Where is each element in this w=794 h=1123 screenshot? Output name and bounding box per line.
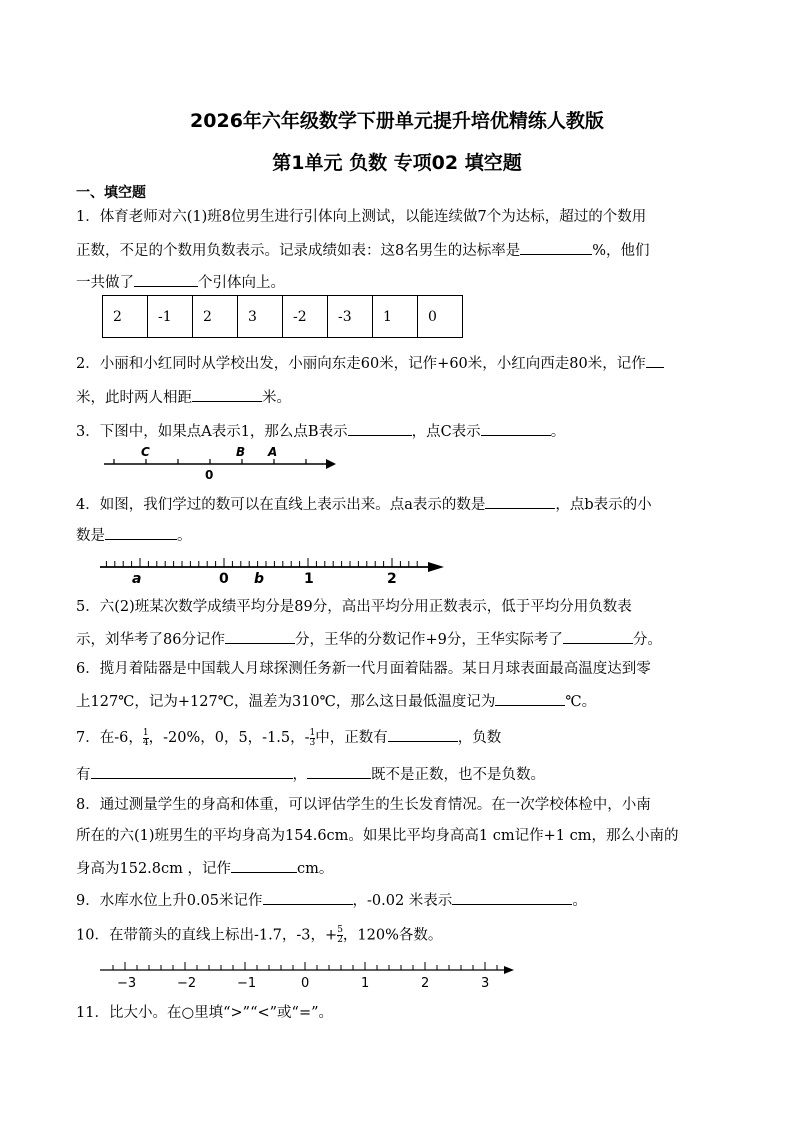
q7-text-b: ，-20%，0，5，-1.5，- (148, 730, 310, 746)
q3-text-b: ，点C表示 (411, 424, 481, 440)
q2-text-c: 米。 (262, 390, 291, 406)
q2-text-b: 米，此时两人相距 (76, 390, 192, 406)
score-cell: 2 (193, 296, 238, 338)
point-a-label: A (268, 445, 278, 459)
tick-label: −2 (177, 976, 197, 991)
q8-text-a: 身高为152.8cm ，记作 (76, 861, 231, 877)
point-a-label: a (132, 571, 142, 587)
q4-text-a: 4．如图，我们学过的数可以在直线上表示出来。点a表示的数是 (76, 497, 486, 513)
q1-line3 (76, 272, 726, 292)
q1-text-d: 个引体向上。 (198, 275, 285, 291)
table-row (103, 296, 463, 338)
q4-text-b: ，点b表示的小 (555, 497, 652, 513)
one-label: 1 (304, 571, 314, 587)
q6-text-a: 上127℃，记为+127℃，温差为310℃，那么这日最低温度记为 (76, 694, 496, 710)
q5-blank-liu[interactable] (225, 629, 295, 644)
q3-blank-b[interactable] (348, 421, 412, 436)
q4-line2 (76, 525, 726, 545)
q1-line1: 1．体育老师对六(1)班8位男生进行引体向上测试，以能连续做7个为达标，超过的个数用 (76, 209, 647, 225)
q4-number-line (96, 553, 448, 587)
q5-blank-wang[interactable] (563, 629, 633, 644)
q4-text-d: 。 (177, 528, 192, 544)
q3-number-line (100, 442, 340, 482)
q2-blank-record[interactable] (646, 353, 664, 368)
score-cell: 3 (238, 296, 283, 338)
zero-label: 0 (219, 571, 229, 587)
q9-text-a: 9．水库水位上升0.05米记作 (76, 893, 263, 909)
tick-label: −1 (237, 976, 257, 991)
q9-line1 (76, 890, 726, 910)
score-table (102, 295, 463, 338)
q9-blank-rise[interactable] (263, 890, 353, 905)
section-heading: 一、填空题 (76, 185, 146, 201)
tick-label: 1 (361, 976, 370, 991)
q2-line1 (76, 353, 726, 373)
q6-text-b: ℃。 (565, 694, 597, 710)
q9-blank-meaning[interactable] (452, 890, 572, 905)
score-cell: 2 (103, 296, 148, 338)
q7-text-g: 既不是正数，也不是负数。 (371, 767, 545, 783)
fraction-five-halves: $\frac{5}{2}$ (337, 925, 343, 945)
q8-text-b: cm。 (297, 861, 334, 877)
page-subtitle: 第1单元 负数 专项02 填空题 (272, 152, 522, 174)
q3-line1 (76, 421, 726, 441)
score-cell: -2 (283, 296, 328, 338)
q7-blank-positive[interactable] (388, 727, 458, 742)
q7-blank-neither[interactable] (307, 764, 371, 779)
q5-line1: 5．六(2)班某次数学成绩平均分是89分，高出平均分用正数表示，低于平均分用负数表 (76, 599, 632, 615)
q8-line3 (76, 858, 726, 878)
fraction-one-third: $\frac{1}{3}$ (309, 727, 316, 748)
q7-line1 (76, 727, 726, 748)
q3-text-c: 。 (550, 424, 566, 440)
tick-label: 2 (421, 976, 430, 991)
q3-text-a: 3．下图中，如果点A表示1，那么点B表示 (76, 424, 348, 440)
score-cell: -1 (148, 296, 193, 338)
point-c-label: C (141, 445, 150, 459)
q3-blank-c[interactable] (481, 421, 551, 436)
q4-line1 (76, 494, 726, 514)
q10-text-a: 10．在带箭头的直线上标出-1.7，-3，+ (76, 927, 338, 944)
q5-text-b: 分，王华的分数记作+9分，王华实际考了 (294, 632, 563, 648)
q9-text-c: 。 (572, 893, 587, 909)
q5-line2 (76, 629, 726, 649)
q1-text-b: %，他们 (592, 243, 650, 259)
q8-line2: 所在的六(1)班男生的平均身高为154.6cm。如果比平均身高高1 cm记作+1 cm，那么小南的 (76, 828, 679, 844)
q2-text-a: 2．小丽和小红同时从学校出发，小丽向东走60米，记作+60米，小红向西走80米，记作 (76, 356, 646, 372)
q8-blank-height[interactable] (231, 858, 297, 873)
q7-text-a: 7．在-6， (76, 730, 143, 746)
q4-blank-b[interactable] (105, 525, 177, 540)
two-label: 2 (387, 571, 397, 587)
q1-line2 (76, 240, 726, 260)
q5-text-c: 分。 (632, 632, 662, 648)
q8-line1: 8．通过测量学生的身高和体重，可以评估学生的生长发育情况。在一次学校体检中，小南 (76, 797, 651, 813)
q7-text-c: 中，正数有 (315, 730, 388, 746)
q10-text-b: ，120%各数。 (342, 927, 443, 944)
tick-label: 0 (301, 976, 310, 991)
q2-line2 (76, 387, 726, 407)
q6-line1: 6．揽月着陆器是中国载人月球探测任务新一代月面着陆器。某日月球表面最高温度达到零 (76, 661, 651, 677)
tick-label: −3 (117, 976, 137, 991)
q1-blank-rate[interactable] (520, 240, 592, 255)
q7-blank-negative[interactable] (91, 764, 293, 779)
q9-text-b: ，-0.02 米表示 (352, 893, 453, 909)
point-b-label: b (254, 571, 265, 587)
q7-text-d: ，负数 (457, 730, 502, 746)
q10-number-line (100, 958, 516, 992)
q10-line1 (76, 926, 726, 945)
tick-label: 3 (481, 976, 490, 991)
q5-text-a: 示，刘华考了86分记作 (76, 632, 225, 648)
q4-blank-a[interactable] (485, 494, 555, 509)
q7-text-e: 有 (76, 767, 91, 783)
point-b-label: B (236, 445, 246, 459)
q1-text-c: 一共做了 (76, 275, 134, 291)
score-cell: -3 (328, 296, 373, 338)
page-title: 2026年六年级数学下册单元提升培优精练人教版 (190, 110, 604, 132)
q7-text-f: ， (292, 767, 307, 783)
score-cell: 1 (373, 296, 418, 338)
q6-blank-low[interactable] (495, 691, 565, 706)
fraction-one-quarter: $\frac{1}{4}$ (142, 727, 149, 748)
q2-blank-distance[interactable] (192, 387, 262, 402)
q1-blank-total[interactable] (134, 272, 198, 287)
q7-line2 (76, 764, 726, 784)
score-cell: 0 (418, 296, 463, 338)
q11-line1: 11．比大小。在○里填“>”“<”或“=”。 (76, 1005, 334, 1021)
q4-text-c: 数是 (76, 528, 105, 544)
q6-line2 (76, 691, 726, 711)
q1-text-a: 正数，不足的个数用负数表示。记录成绩如表：这8名男生的达标率是 (76, 243, 521, 259)
zero-label: 0 (205, 468, 214, 482)
